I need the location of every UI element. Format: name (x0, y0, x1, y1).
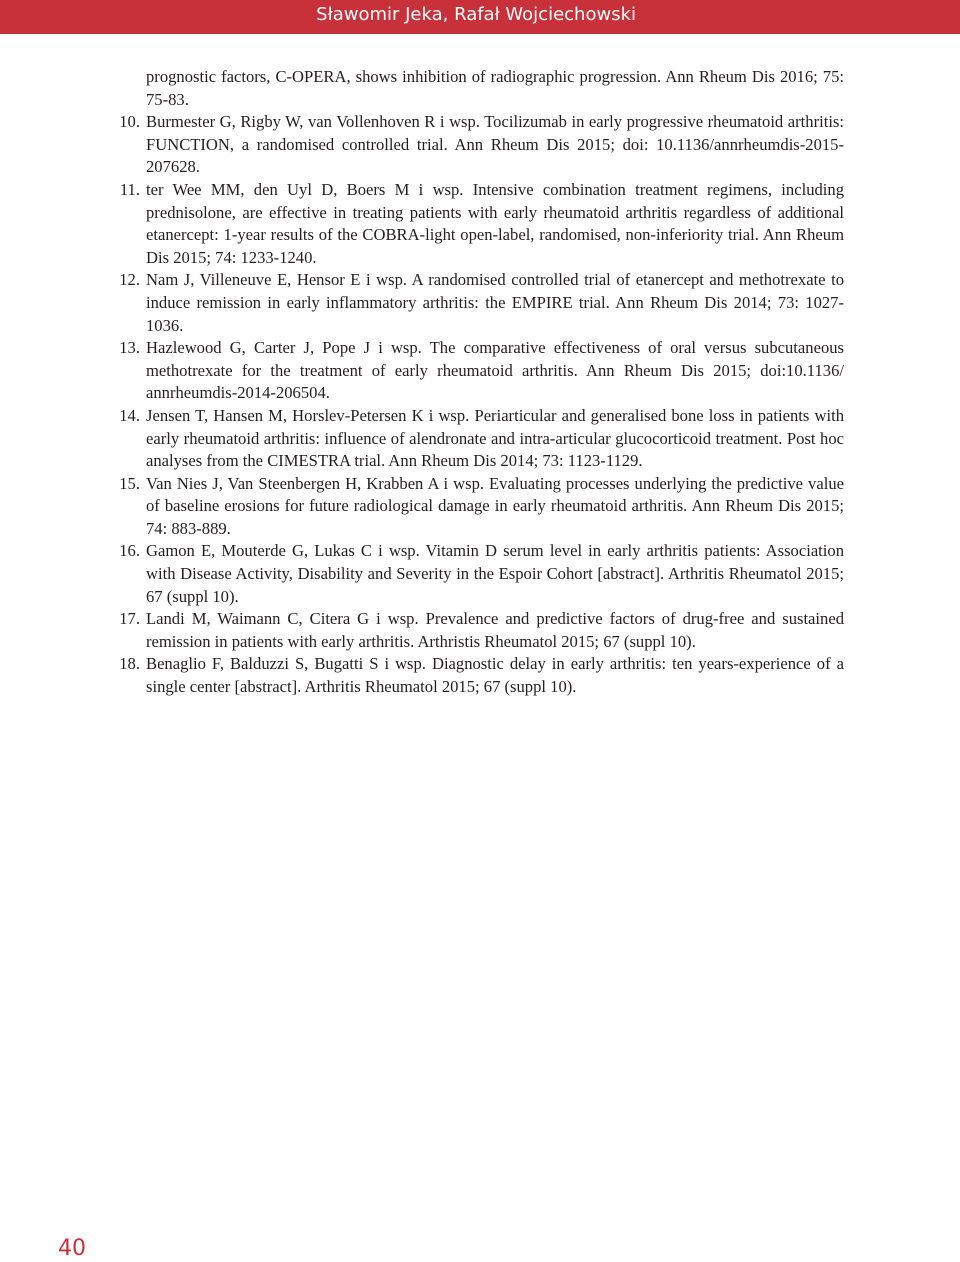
reference-number: 12. (119, 270, 140, 290)
reference-item (112, 653, 844, 698)
reference-item (112, 608, 844, 653)
reference-text: ter Wee MM, den Uyl D, Boers M i wsp. Intensive combination treatment regimens, including prednisolone, are effective in treating patients with early rheumatoid arthritis regardless of additional etanercept: 1-year results of the COBRA-light open-label, randomised, non-inferiority trial. Ann Rheum Dis 2015; 74: 1233-1240. (146, 179, 844, 267)
reference-text: Hazlewood G, Carter J, Pope J i wsp. The comparative effectiveness of oral versus subcutaneous methotrexate for the treatment of early rheumatoid arthritis. Ann Rheum Dis 2015; doi:10.1136/ annrheumdis-2014-206504. (146, 338, 844, 403)
reference-item (112, 540, 844, 608)
reference-text: Jensen T, Hansen M, Horslev-Petersen K i wsp. Periarticular and generalised bone loss in patients with early rheumatoid arthritis: influence of alendronate and intra-articular glucocorticoid treatment. Post hoc analyses from the CIMESTRA trial. Ann Rheum Dis 2014; 73: 1123-1129. (146, 405, 844, 471)
reference-number: 18. (119, 654, 140, 674)
header-authors: Sławomir Jeka, Rafał Wojciechowski (316, 4, 636, 25)
reference-number: 15. (119, 473, 140, 493)
reference-text: prognostic factors, C-OPERA, shows inhibition of radiographic progression. Ann Rheum Dis 2016; 75: 75-83. (146, 67, 844, 109)
page-number: 40 (58, 1236, 86, 1261)
reference-item (112, 179, 844, 269)
reference-item (112, 337, 844, 405)
reference-list (112, 66, 844, 699)
header-bar (0, 0, 960, 34)
reference-number: 10. (119, 112, 140, 132)
reference-item (112, 269, 844, 337)
reference-item (112, 111, 844, 179)
reference-number: 14. (119, 405, 140, 425)
reference-number: 17. (119, 609, 140, 629)
reference-text: Gamon E, Mouterde G, Lukas C i wsp. Vitamin D serum level in early arthritis patients: Association with Disease Activity, Disability and Severity in the Espoir Cohort [abstract]. Arthritis Rheumatol 2015; 67 (suppl 10). (146, 541, 844, 606)
reference-item (112, 66, 844, 111)
reference-text: Landi M, Waimann C, Citera G i wsp. Prevalence and predictive factors of drug-free and sustained remission in patients with early arthritis. Arthristis Rheumatol 2015; 67 (suppl 10). (146, 609, 844, 651)
reference-text: Nam J, Villeneuve E, Hensor E i wsp. A randomised controlled trial of etanercept and methotrexate to induce remission in early inflammatory arthritis: the EMPIRE trial. Ann Rheum Dis 2014; 73: 1027-1036. (146, 270, 844, 335)
reference-number: 16. (119, 541, 140, 561)
reference-number: 11. (119, 179, 140, 199)
reference-item (112, 473, 844, 541)
reference-text: Benaglio F, Balduzzi S, Bugatti S i wsp. Diagnostic delay in early arthritis: ten years-experience of a single center [abstract]. Arthritis Rheumatol 2015; 67 (suppl 10). (146, 654, 844, 697)
reference-item (112, 405, 844, 473)
reference-text: Van Nies J, Van Steenbergen H, Krabben A i wsp. Evaluating processes underlying the predictive value of baseline erosions for future radiological damage in early rheumatoid arthritis. Ann Rheum Dis 2015; 74: 883-889. (146, 473, 844, 538)
reference-text: Burmester G, Rigby W, van Vollenhoven R i wsp. Tocilizumab in early progressive rheumatoid arthritis: FUNCTION, a randomised controlled trial. Ann Rheum Dis 2015; doi: 10.1136/annrheumdis-2015-207628. (146, 112, 844, 177)
reference-number: 13. (119, 338, 140, 358)
